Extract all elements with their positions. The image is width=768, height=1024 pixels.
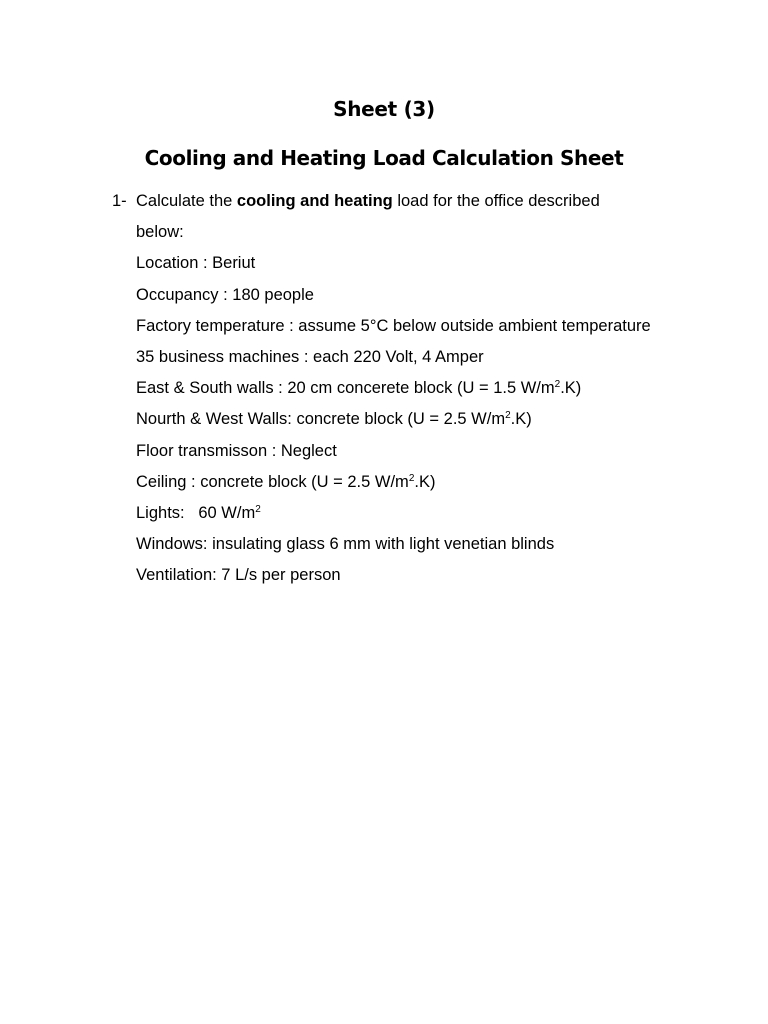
- question-body: [136, 186, 652, 592]
- intro-suffix: load for the office described below:: [136, 192, 600, 242]
- east-south-walls-text: East & South walls : 20 cm concerete block (U = 1.5 W/m: [136, 379, 555, 398]
- windows-line: Windows: insulating glass 6 mm with light venetian blinds: [136, 535, 555, 554]
- question-number: 1-: [112, 192, 127, 210]
- east-south-walls-exponent: 2: [554, 379, 561, 391]
- ventilation-line: Ventilation: 7 L/s per person: [136, 566, 341, 585]
- lights-text: Lights: 60 W/m: [136, 504, 256, 523]
- location-line: Location : Beriut: [136, 254, 256, 273]
- question-1: [112, 186, 652, 592]
- factory-temperature-line: Factory temperature : assume 5°C below outside ambient temperature: [136, 316, 651, 335]
- lights-line: [136, 498, 652, 529]
- question-intro: [136, 186, 652, 248]
- floor-line: Floor transmisson : Neglect: [136, 441, 337, 460]
- ceiling-exponent: 2: [408, 472, 415, 484]
- intro-prefix: Calculate the: [136, 192, 237, 210]
- east-south-walls-line: [136, 373, 652, 404]
- ceiling-unit: .K): [414, 472, 436, 491]
- east-south-walls-unit: .K): [560, 379, 582, 398]
- intro-bold: cooling and heating: [236, 192, 393, 210]
- north-west-walls-exponent: 2: [505, 410, 511, 422]
- business-machines-line: 35 business machines : each 220 Volt, 4 Amper: [136, 348, 484, 367]
- ceiling-text: Ceiling : concrete block (U = 2.5 W/m: [136, 472, 409, 491]
- north-west-walls-text: Nourth & West Walls: concrete block (U = 2.5 W/m: [136, 410, 506, 429]
- lights-exponent: 2: [255, 504, 261, 516]
- document-title: Cooling and Heating Load Calculation Sheet: [144, 146, 624, 170]
- occupancy-line: Occupancy : 180 people: [136, 285, 314, 304]
- sheet-title: Sheet (3): [333, 97, 435, 121]
- north-west-walls-unit: .K): [510, 410, 532, 429]
- north-west-walls-line: [136, 404, 652, 435]
- ceiling-line: [136, 467, 652, 498]
